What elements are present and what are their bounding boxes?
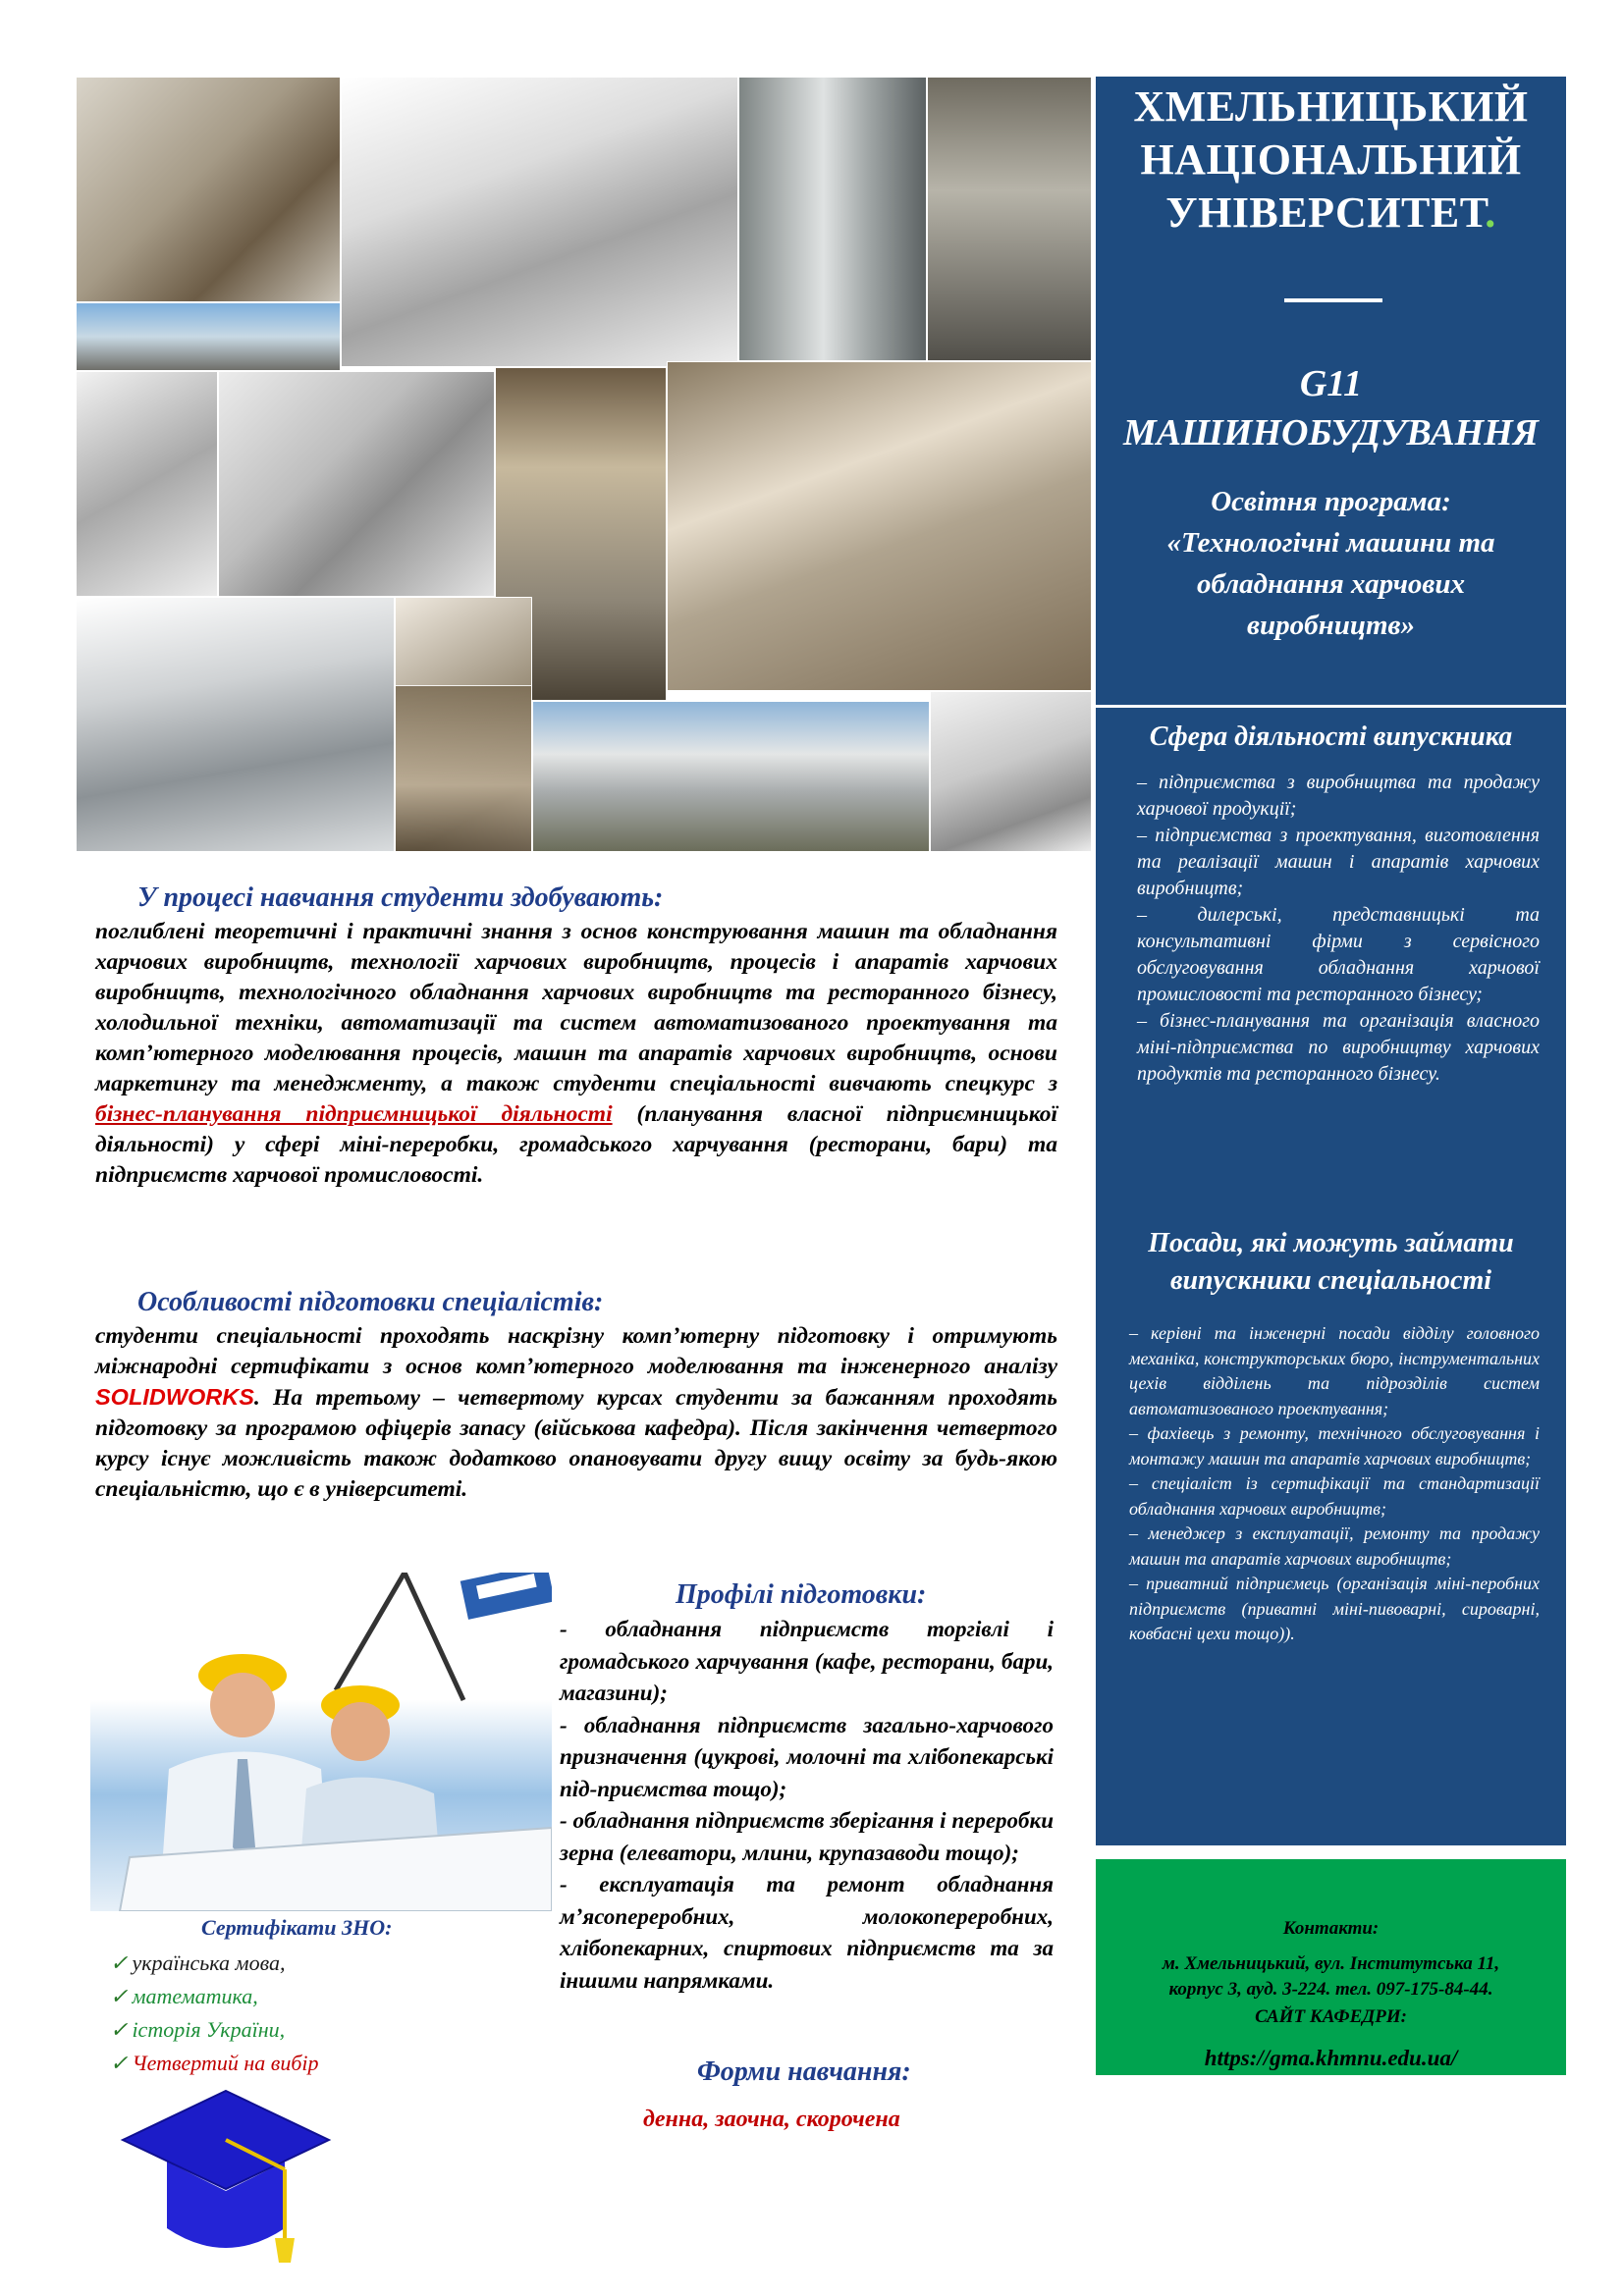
photo-steel-tank — [738, 77, 927, 361]
specialty-name: МАШИНОБУДУВАННЯ — [1123, 412, 1539, 454]
photo-conveyor-table — [341, 77, 738, 367]
graduation-cap-icon — [118, 2081, 334, 2268]
engineers-picture — [90, 1573, 552, 1911]
study-text: поглиблені теоретичні і практичні знання з основ конструювання машин та обладнання харчових виробництв, технології харчових виробництв, процесів і апаратів харчових виробництв, технологічного обладнання харчових виробництв та ресторанного бізнесу, холодильної техніки, автоматизації та систем автоматизованого проектування та комп’ютерного моделювання процесів, машин та апаратів харчових виробництв, основи маркетингу та менеджменту, а також студенти спеціальності вивчають спецкурс з бізнес-планування підприємницької діяльності (планування власної підприємницької діяльності) у сфері міні-переробки, громадського харчування (ресторани, бари) та підприємств харчової промисловості. — [95, 919, 1057, 1188]
contacts-address: м. Хмельницький, вул. Інститутська 11, корпус 3, ауд. 3-224. тел. 097-175-84-44. — [1162, 1953, 1500, 2000]
program-label: Освітня програма: — [1211, 486, 1451, 517]
check-icon: ✓ — [110, 2051, 129, 2075]
title-divider — [1284, 298, 1382, 302]
activity-heading: Сфера діяльності випускника — [1149, 721, 1513, 752]
zno-item-label: математика, — [132, 1984, 258, 2008]
zno-item-label: Четвертий на вибір — [132, 2051, 319, 2075]
check-icon: ✓ — [110, 1984, 129, 2008]
educational-program: Освітня програма: «Технологічні машини та обладнання харчових виробництв» — [1115, 481, 1546, 646]
zno-item-label: українська мова, — [132, 1950, 286, 1975]
list-item: – приватний підприємець (організація міні-перобних підприємств (приватні міні-пивоварні, сироварні, ковбасні цехи тощо)). — [1129, 1574, 1540, 1643]
list-item: – керівні та інженерні посади відділу головного механіка, конструкторських бюро, інструментальних цехів відділень та підрозділів систем автоматизованого проектування; — [1129, 1323, 1540, 1418]
list-item: – бізнес-планування та організація власного міні-підприємства по виробництву харчових продуктів та ресторанного бізнесу. — [1137, 1010, 1540, 1085]
zno-list — [110, 1947, 434, 2080]
business-planning-link[interactable]: бізнес-планування підприємницької діяльності — [95, 1101, 613, 1127]
panel-divider — [1096, 705, 1566, 708]
photo-tunnel-dryer — [532, 701, 930, 852]
profiles-heading: Профілі підготовки: — [676, 1579, 927, 1610]
list-item: - обладнання підприємств зберігання і переробки зерна (елеватори, млини, крупазаводи тощо); — [560, 1808, 1054, 1865]
list-item: - обладнання підприємств торгівлі і громадського харчування (кафе, ресторани, бари, магазини); — [560, 1617, 1054, 1705]
university-name: ХМЕЛЬНИЦЬКИЙ НАЦІОНАЛЬНИЙ УНІВЕРСИТЕТ. — [1133, 82, 1529, 237]
zno-item — [110, 2047, 434, 2080]
zno-item — [110, 1947, 434, 1980]
zno-heading: Сертифікати ЗНО: — [201, 1915, 393, 1940]
equipment-photo-collage — [76, 77, 1092, 852]
forms-value: денна, заочна, скорочена — [643, 2107, 900, 2132]
photo-slicer-station — [930, 691, 1092, 852]
photo-ribbon-mixer — [218, 371, 495, 597]
photo-mixer-machine — [927, 77, 1092, 361]
positions-list — [1129, 1321, 1540, 1647]
solidworks-label: SOLIDWORKS — [95, 1384, 254, 1410]
features-heading: Особливості підготовки спеціалістів: — [137, 1287, 604, 1317]
site-link[interactable]: https://gma.khmnu.edu.ua/ — [1204, 2046, 1458, 2070]
title-dot: . — [1485, 188, 1496, 237]
list-item: - обладнання підприємств загально-харчового призначення (цукрові, молочні та хлібопекарські під-приємства тощо); — [560, 1712, 1054, 1801]
photo-cooking-kettles — [667, 361, 1092, 691]
contacts-box — [1096, 1859, 1566, 2075]
list-item: – підприємства з проектування, виготовлення та реалізації машин і апаратів харчових виробництв; — [1137, 825, 1540, 899]
list-item: - експлуатація та ремонт обладнання м’ясопереробних, молокопереробних, хлібопекарних, спиртових підприємств та за іншими напрямками. — [560, 1872, 1054, 1993]
contacts-label: Контакти: — [1282, 1918, 1380, 1939]
program-info-panel — [1096, 77, 1566, 1845]
activity-list — [1137, 770, 1540, 1088]
list-item: – спеціаліст із сертифікації та стандартизації обладнання харчових виробництв; — [1129, 1473, 1540, 1519]
check-icon: ✓ — [110, 1950, 129, 1975]
photo-drum-washer — [76, 597, 395, 852]
features-text: студенти спеціальності проходять наскрізну комп’ютерну підготовку і отримують міжнародні сертифікати з основ комп’ютерного моделювання та інженерного аналізу SOLIDWORKS. На третьому – четвертому курсах студенти за бажанням проходять підготовку за програмою офіцерів запасу (військова кафедра). Після закінчення четвертого курсу існує можливість також додатково опановувати другу вищу освіту за будь-якою спеціальністю, що є в університеті. — [95, 1323, 1057, 1502]
specialty — [1096, 359, 1566, 457]
study-heading: У процесі навчання студенти здобувають: — [137, 882, 664, 913]
forms-heading: Форми навчання: — [697, 2056, 911, 2087]
list-item: – фахівець з ремонту, технічного обслуговування і монтажу машин та апаратів харчових виробництв; — [1129, 1423, 1540, 1468]
list-item: – менеджер з експлуатації, ремонту та продажу машин та апаратів харчових виробництв; — [1129, 1523, 1540, 1569]
zno-item — [110, 1980, 434, 2013]
list-item: – дилерські, представницькі та консультативні фірми з сервісного обслуговування обладнання харчової промисловості та ресторанного бізнесу; — [1137, 904, 1540, 1005]
zno-item — [110, 2013, 434, 2047]
photo-centrifuge — [76, 371, 218, 597]
engineers-illustration — [90, 1573, 552, 1911]
check-icon: ✓ — [110, 2017, 129, 2042]
profiles-list — [560, 1614, 1054, 1997]
photo-feeding-pump — [395, 685, 532, 852]
zno-item-label: історія України, — [132, 2017, 286, 2042]
photo-slicer-machine — [76, 77, 341, 302]
list-item: – підприємства з виробництва та продажу харчової продукції; — [1137, 772, 1540, 820]
specialty-code: G11 — [1299, 363, 1363, 404]
photo-truck-loader — [76, 302, 341, 371]
site-label: САЙТ КАФЕДРИ: — [1255, 2006, 1407, 2027]
positions-heading: Посади, які можуть займати випускники спеціальності — [1148, 1228, 1514, 1296]
